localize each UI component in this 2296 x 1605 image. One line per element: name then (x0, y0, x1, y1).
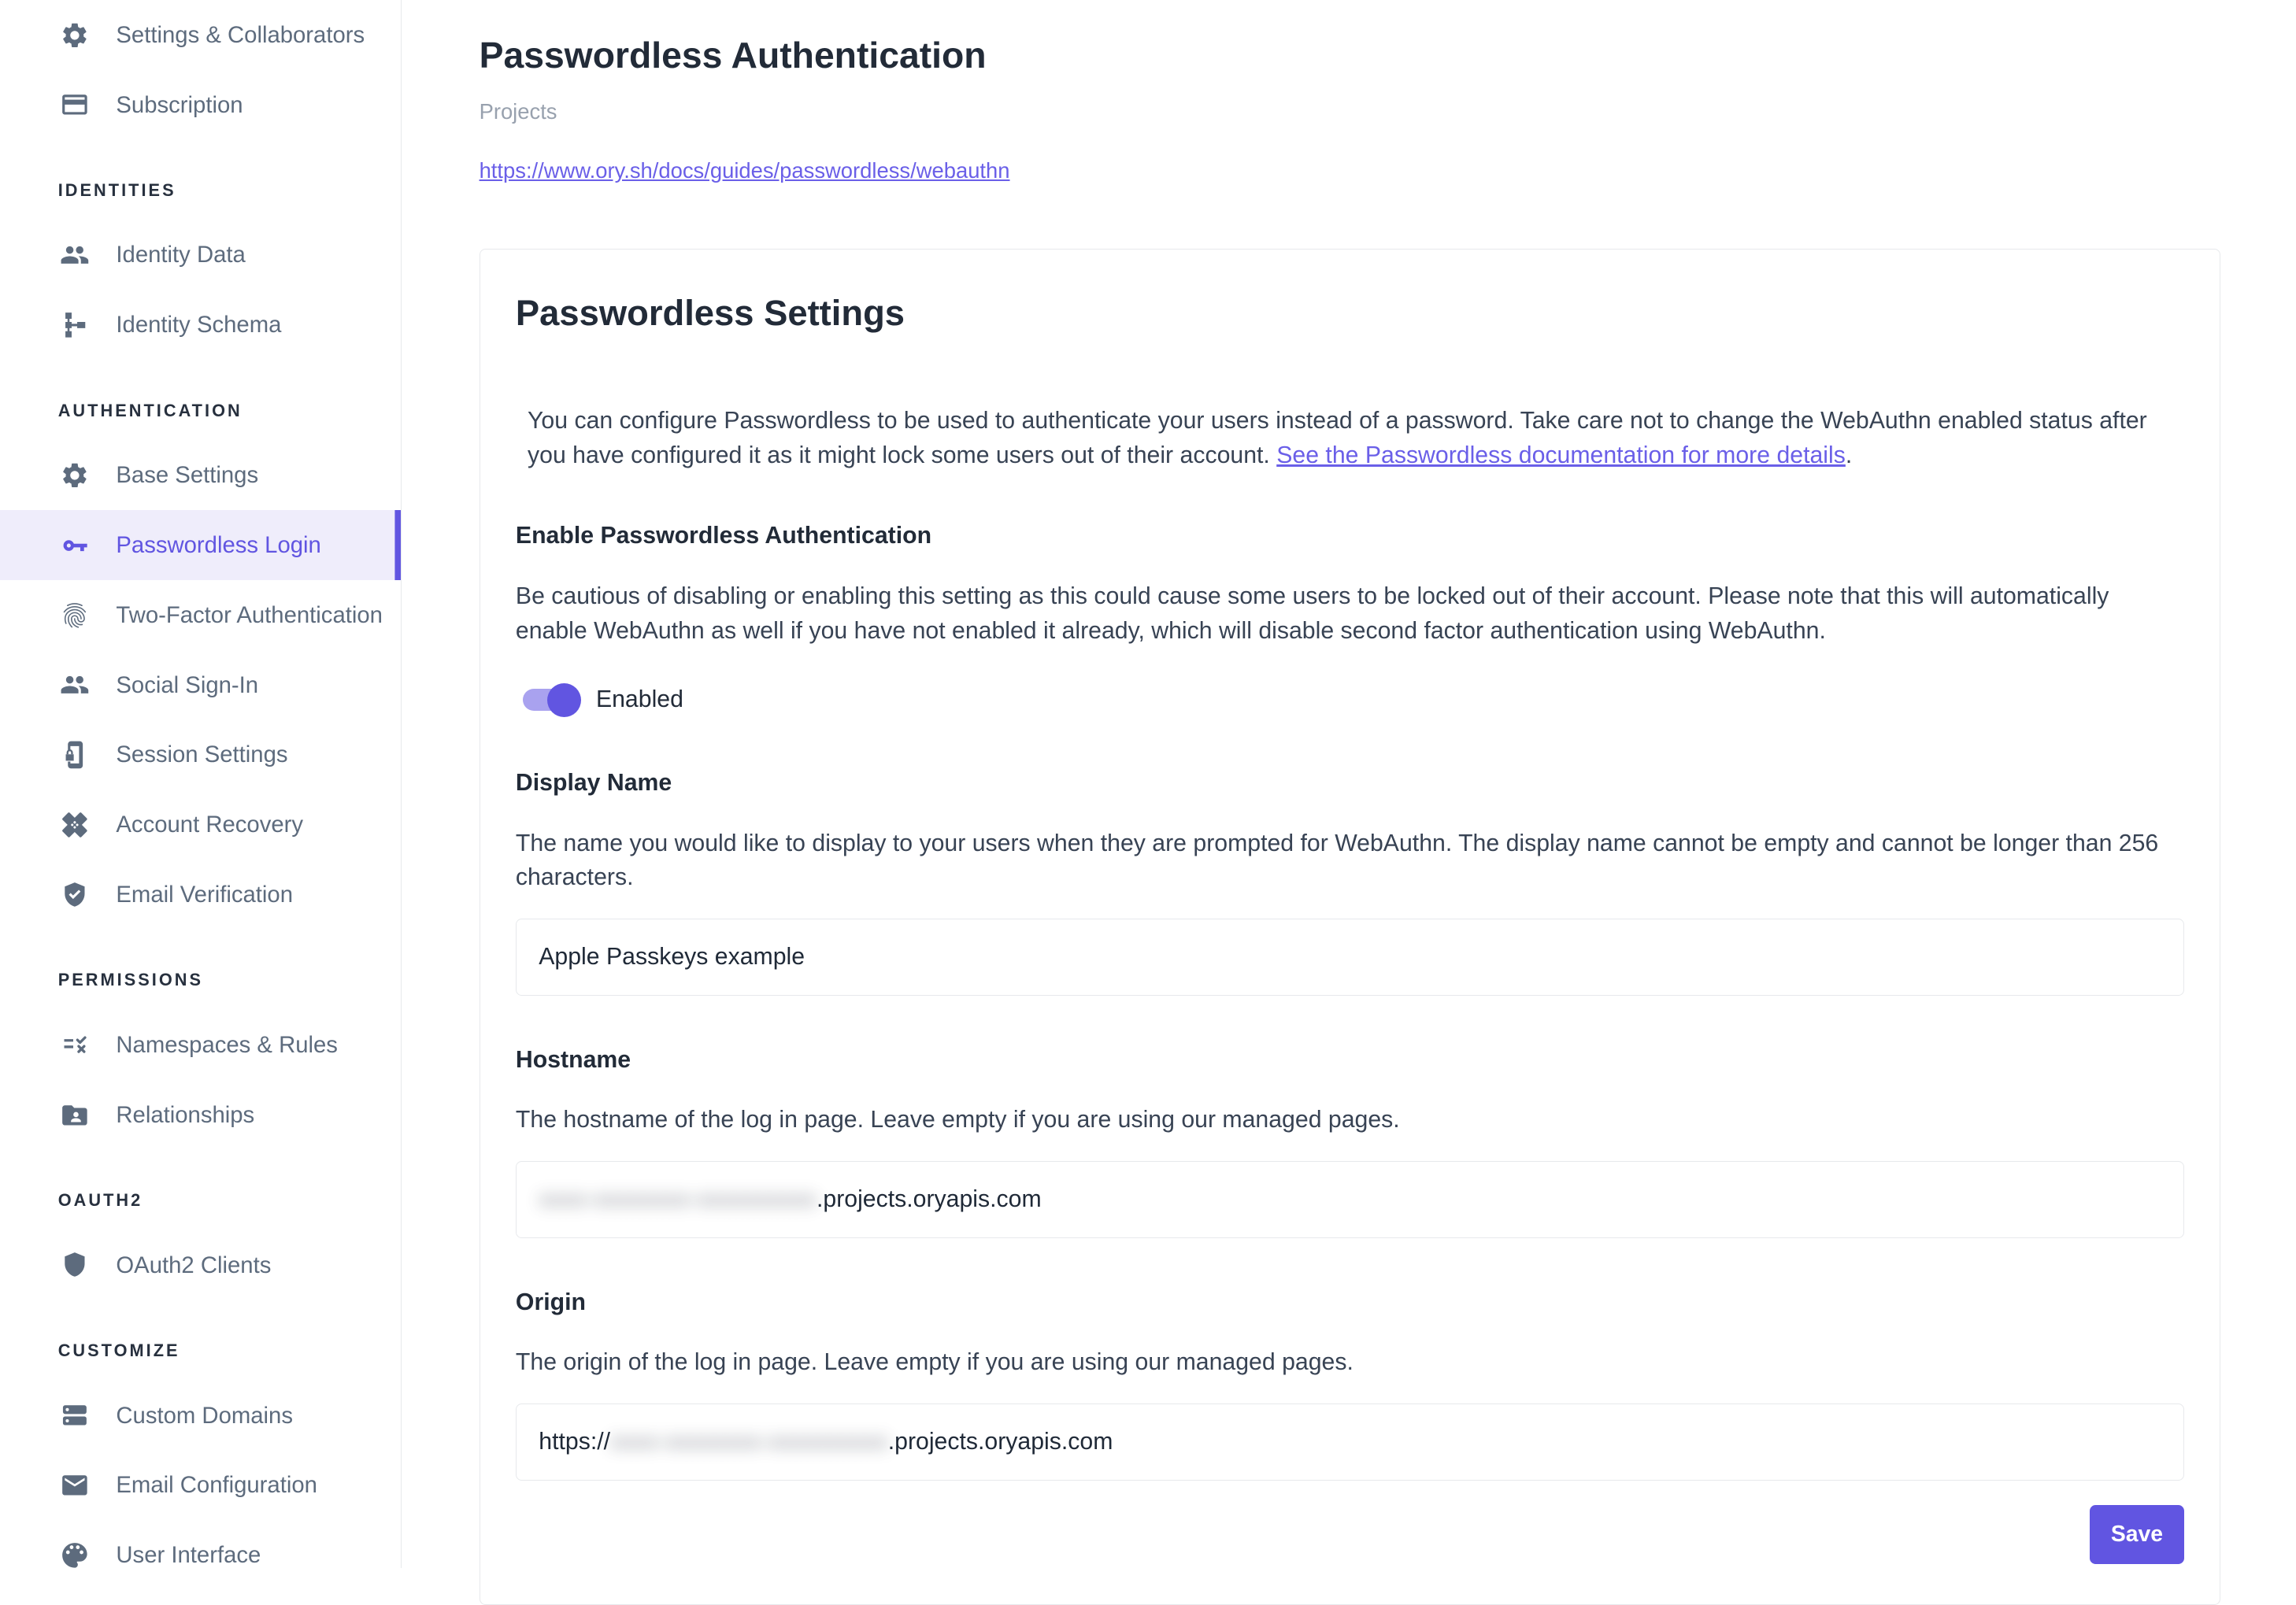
sidebar-section-permissions: PERMISSIONS (57, 970, 204, 990)
page-title: Passwordless Authentication (479, 34, 987, 76)
origin-suffix: .projects.oryapis.com (887, 1429, 1113, 1455)
card-title: Passwordless Settings (515, 292, 905, 333)
passwordless-documentation-link[interactable]: See the Passwordless documentation for more details (1276, 442, 1846, 468)
enable-passwordless-description: Be cautious of disabling or enabling this setting as this could cause some users to be locked out of their account. Please note that this will automatically enable WebAuthn as well if you have not enabled it already, which will disable second factor authentication using WebAuthn. (515, 583, 2109, 644)
gear-icon (60, 20, 90, 50)
sidebar-item-label: Identity Data (116, 242, 246, 268)
credit-card-icon (60, 90, 90, 120)
intro-text: You can configure Passwordless to be used to authenticate your users instead of a password. Take care not to change the WebAuthn enabled status after you have configured it as it might lock some users out of their account. (528, 408, 2147, 468)
people-icon (60, 670, 90, 700)
sidebar-item-subscription[interactable] (0, 70, 401, 140)
sidebar-item-label: Email Verification (116, 882, 293, 908)
save-row (516, 1505, 2184, 1565)
sidebar-item-label: Email Configuration (116, 1472, 317, 1499)
sidebar-item-email-configuration[interactable] (0, 1451, 401, 1521)
sidebar-item-session-settings[interactable] (0, 720, 401, 790)
sidebar-item-base-settings[interactable] (0, 440, 401, 510)
origin-input[interactable] (516, 1403, 2184, 1481)
envelope-icon (60, 1470, 90, 1500)
schema-icon (60, 310, 90, 340)
sidebar-section-oauth2: OAUTH2 (57, 1190, 143, 1211)
origin-label: Origin (515, 1289, 586, 1315)
shield-check-icon (60, 880, 90, 910)
sidebar-item-label: Base Settings (116, 462, 259, 489)
enable-toggle-row (523, 681, 2183, 719)
sidebar-item-identity-data[interactable] (0, 220, 401, 290)
hostname-redacted-value: xxxx-xxxxxxxx-xxxxxxxxxx (539, 1186, 817, 1213)
sidebar-item-identity-schema[interactable] (0, 290, 401, 361)
device-lock-icon (60, 740, 90, 770)
toggle-state-label: Enabled (595, 686, 683, 713)
healing-icon (60, 810, 90, 840)
sidebar-item-label: Relationships (116, 1101, 255, 1128)
display-name-label: Display Name (515, 770, 672, 797)
sidebar-item-label: Custom Domains (116, 1402, 293, 1429)
webauthn-docs-link[interactable]: https://www.ory.sh/docs/guides/passwordless/webauthn (479, 158, 1010, 183)
fingerprint-icon (60, 601, 90, 631)
main-content (402, 0, 2296, 1568)
people-icon (60, 240, 90, 270)
sidebar-item-namespaces-rules[interactable] (0, 1010, 401, 1080)
card-intro-text (516, 404, 2160, 472)
sidebar-item-label: User Interface (116, 1542, 261, 1569)
sidebar-item-relationships[interactable] (0, 1080, 401, 1150)
sidebar-item-user-interface[interactable] (0, 1520, 401, 1568)
hostname-label: Hostname (515, 1046, 631, 1073)
list-check-x-icon (60, 1030, 90, 1060)
hostname-description: The hostname of the log in page. Leave empty if you are using our managed pages. (515, 1107, 1400, 1133)
sidebar-item-label: OAuth2 Clients (116, 1252, 272, 1278)
origin-redacted-value: xxxx-xxxxxxxx-xxxxxxxxxx (610, 1429, 888, 1455)
key-icon (60, 531, 90, 560)
sidebar-section-identities: IDENTITIES (57, 179, 176, 200)
sidebar-item-label: Social Sign-In (116, 671, 259, 698)
sidebar-item-label: Settings & Collaborators (116, 21, 365, 48)
sidebar-item-label: Account Recovery (116, 812, 304, 838)
origin-prefix: https:// (539, 1429, 611, 1455)
sidebar-item-social-sign-in[interactable] (0, 650, 401, 720)
sidebar-item-settings-collaborators[interactable] (0, 0, 401, 70)
folder-person-icon (60, 1100, 90, 1130)
gear-icon (60, 460, 90, 490)
sidebar-nav (0, 0, 402, 1568)
display-name-input[interactable] (516, 919, 2184, 996)
intro-suffix: . (1845, 442, 1853, 468)
sidebar-item-label: Two-Factor Authentication (116, 601, 383, 628)
save-button[interactable]: Save (2090, 1505, 2183, 1565)
palette-icon (60, 1540, 90, 1568)
sidebar-item-label: Identity Schema (116, 312, 282, 338)
toggle-thumb (547, 683, 581, 717)
sidebar-item-oauth2-clients[interactable] (0, 1230, 401, 1300)
enable-passwordless-label: Enable Passwordless Authentication (515, 523, 932, 549)
sidebar-section-customize: CUSTOMIZE (57, 1341, 180, 1361)
sidebar-item-passwordless-login[interactable] (0, 510, 401, 580)
passwordless-settings-card (480, 249, 2220, 1605)
passwordless-enabled-toggle[interactable] (523, 686, 576, 714)
breadcrumb: Projects (479, 98, 557, 124)
sidebar-item-label: Passwordless Login (116, 532, 321, 558)
hostname-input[interactable] (516, 1161, 2184, 1238)
sidebar-item-label: Namespaces & Rules (116, 1032, 338, 1059)
shield-icon (60, 1250, 90, 1280)
sidebar-section-authentication: AUTHENTICATION (57, 400, 243, 420)
sidebar-item-label: Session Settings (116, 741, 288, 768)
sidebar-item-custom-domains[interactable] (0, 1381, 401, 1451)
sidebar-item-account-recovery[interactable] (0, 790, 401, 860)
sidebar-item-label: Subscription (116, 91, 243, 118)
sidebar-item-two-factor-authentication[interactable] (0, 580, 401, 650)
display-name-description: The name you would like to display to your users when they are prompted for WebAuthn. The display name cannot be empty and cannot be longer than 256 characters. (515, 830, 2159, 891)
origin-description: The origin of the log in page. Leave empty if you are using our managed pages. (515, 1349, 1354, 1376)
server-stack-icon (60, 1400, 90, 1430)
hostname-suffix: .projects.oryapis.com (816, 1186, 1042, 1213)
sidebar-item-email-verification[interactable] (0, 860, 401, 930)
